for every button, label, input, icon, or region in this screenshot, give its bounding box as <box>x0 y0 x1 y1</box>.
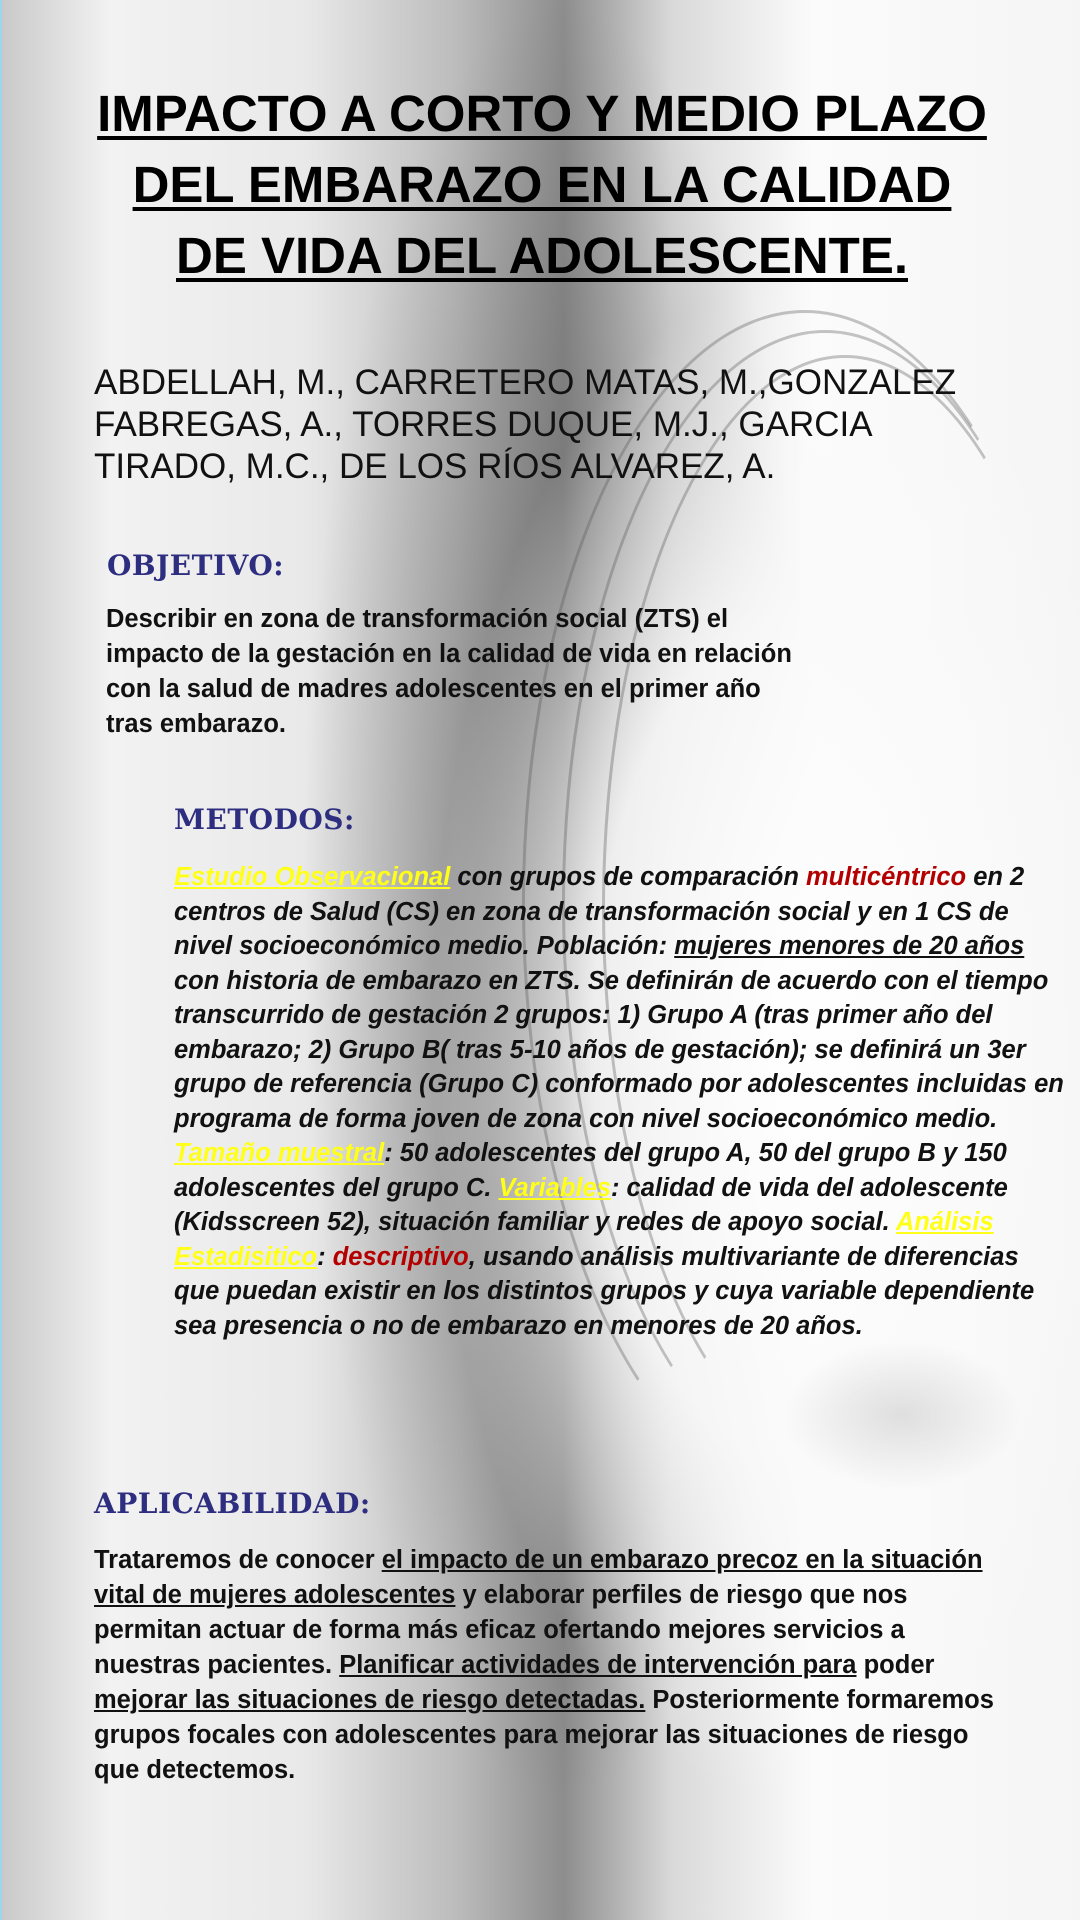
objetivo-text: Describir en zona de transformación social (ZTS) el impacto de la gestación en la calidad de vida en relación con la salud de madres adolescentes en el primer año tras embarazo. <box>106 605 792 738</box>
population-underline: mujeres menores de 20 años <box>674 932 1025 960</box>
sample-size-label: Tamaño muestral <box>174 1139 385 1167</box>
study-type-label: Estudio Observacional <box>174 863 451 891</box>
aplicabilidad-text <box>94 1543 994 1788</box>
risk-underline: mejorar las situaciones de riesgo detectadas. <box>94 1686 646 1714</box>
aplicabilidad-segment: Trataremos de conocer <box>94 1546 382 1574</box>
metodos-segment: con grupos de comparación <box>450 863 806 891</box>
metodos-text <box>174 860 1064 1343</box>
metodos-segment: : calidad de vida del adolescente (Kidsscreen 52), situación familiar y redes de apoyo social. <box>174 1173 1008 1236</box>
multicentric-emphasis: multicéntrico <box>806 863 967 891</box>
poster-title: IMPACTO A CORTO Y MEDIO PLAZO DEL EMBARAZO EN LA CALIDAD DE VIDA DEL ADOLESCENTE. <box>97 85 987 284</box>
aplicabilidad-heading: APLICABILIDAD: <box>94 1487 371 1520</box>
aplicabilidad-segment: y elaborar perfiles de riesgo que nos permitan actuar de forma más eficaz ofertando mejores servicios a nuestras pacientes. <box>94 1581 908 1679</box>
aplicabilidad-segment: Posteriormente formaremos grupos focales con adolescentes para mejorar las situaciones de riesgo que detectemos. <box>94 1686 994 1784</box>
variables-label: Variables <box>498 1173 611 1202</box>
metodos-segment: con historia de embarazo en ZTS. Se definirán de acuerdo con el tiempo transcurrido de gestación 2 grupos: 1) Grupo A (tras primer año del embarazo; 2) Grupo B( tras 5-10 años de gestación); se definirá un 3er grupo de referencia (Grupo C) conformado por adolescentes incluidas en programa de forma joven de zona con nivel socioeconómico medio. <box>174 966 1064 1133</box>
impact-underline: el impacto de un embarazo precoz en la situación vital de mujeres adolescentes <box>94 1546 983 1609</box>
planning-underline: Planificar actividades de intervención para <box>339 1651 857 1679</box>
descriptive-emphasis: descriptivo <box>332 1242 469 1271</box>
statistical-analysis-label: Análisis Estadisitico <box>174 1208 994 1271</box>
metodos-segment: en 2 centros de Salud (CS) en zona de transformación social y en 1 CS de nivel socioeconómico medio. Población: <box>174 863 1025 960</box>
metodos-segment: : 50 adolescentes del grupo A, 50 del grupo B y 150 adolescentes del grupo C. <box>174 1139 1007 1202</box>
authors-list: ABDELLAH, M., CARRETERO MATAS, M.,GONZALEZ FABREGAS, A., TORRES DUQUE, M.J., GARCIA TIRADO, M.C., DE LOS RÍOS ALVAREZ, A. <box>94 363 957 486</box>
aplicabilidad-segment: poder <box>856 1651 935 1679</box>
objetivo-heading: OBJETIVO: <box>107 549 285 582</box>
metodos-segment: : <box>317 1242 333 1271</box>
background-photo-hand <box>782 1340 1022 1490</box>
metodos-segment: , usando análisis multivariante de diferencias que puedan existir en los distintos grupos y cuya variable dependiente sea presencia o no de embarazo en menores de 20 años. <box>174 1242 1035 1340</box>
metodos-heading: METODOS: <box>174 803 355 836</box>
